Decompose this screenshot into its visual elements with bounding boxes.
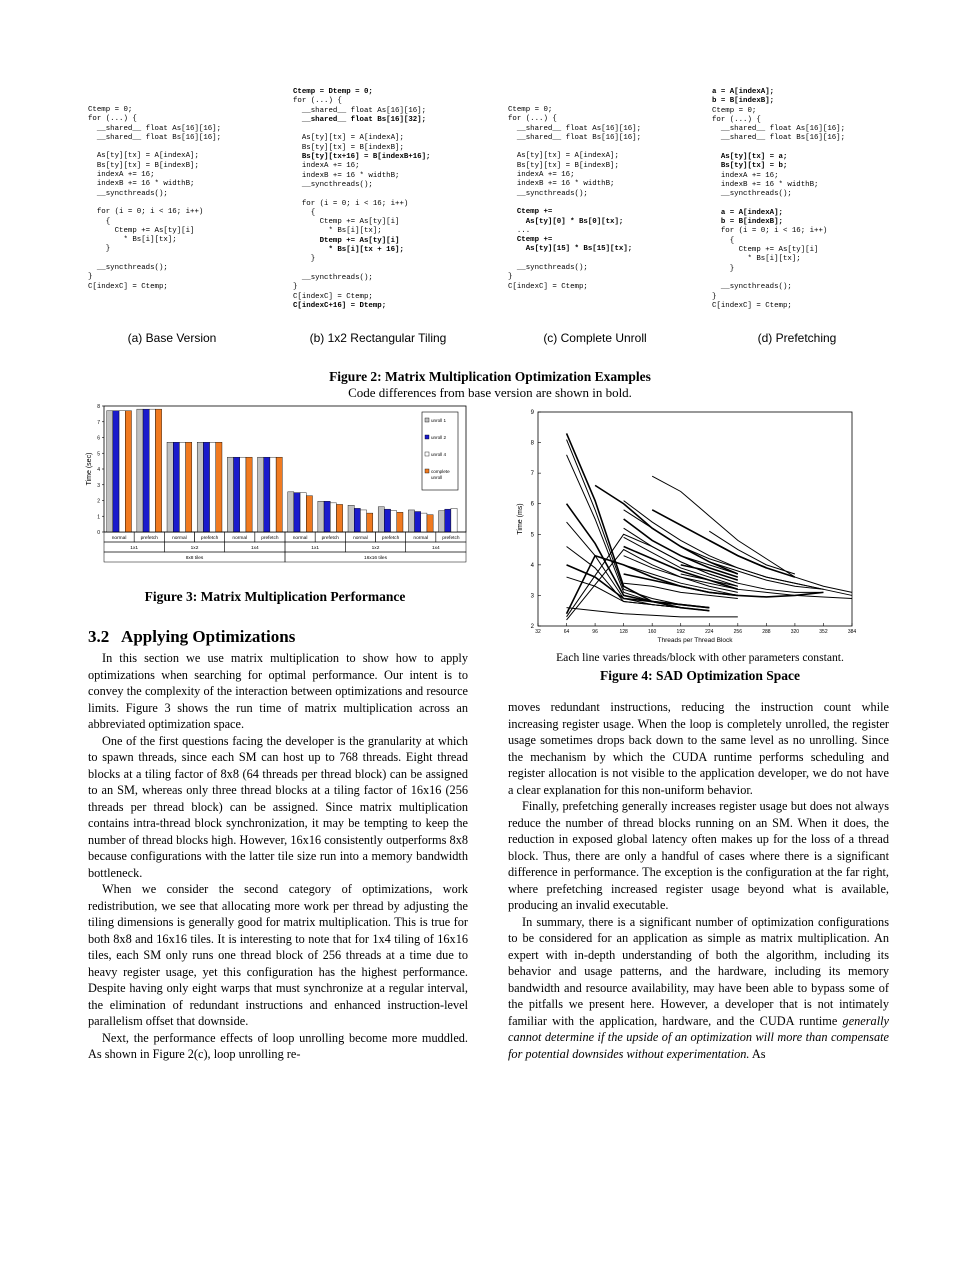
code-line: for (i = 0; i < 16; i++) <box>88 208 204 217</box>
y-tick-label: 5 <box>530 532 534 539</box>
y-tick-label: 7 <box>97 419 100 426</box>
code-line: indexB += 16 * widthB; <box>293 171 400 180</box>
x-tick-label: 352 <box>819 629 828 635</box>
code-line: Dtemp += As[ty][i] <box>293 236 400 245</box>
group-label: normal <box>232 536 248 541</box>
code-line: } <box>508 273 513 282</box>
code-line: C[indexC] = Ctemp; <box>293 292 373 301</box>
bar <box>439 511 445 532</box>
group-label: prefetch <box>261 536 279 541</box>
bar <box>179 442 185 532</box>
paragraph: One of the first questions facing the developer is the granularity at which to spawn threads, since each SM can host up to 768 threads. Eight thread blocks at a tiling factor of 8x8 (64 threads per thread block) can be assigned to an SM, whereas only three thread blocks at a tiling factor of 16x16 (256 threads per thread block) can be assigned. Since matrix multiplication contains intra-thread block synchronization, it may be tempting to keep the number of thread blocks high. However, 16x16 consistently outperforms 8x8 because configurations with the latter tile size run into a memory bandwidth bottleneck. <box>88 733 468 880</box>
y-tick-label: 9 <box>530 410 534 416</box>
tiling-label: 1x4 <box>250 546 259 551</box>
code-line: indexA += 16; <box>508 171 575 180</box>
code-line: __shared__ float Bs[16][16]; <box>88 133 222 142</box>
bar <box>384 509 390 532</box>
x-tick-label: 32 <box>535 629 541 635</box>
bar <box>137 409 143 532</box>
code-line: __shared__ float As[16][16]; <box>88 124 222 133</box>
y-tick-label: 7 <box>530 471 534 478</box>
legend-swatch <box>425 452 429 456</box>
bar <box>186 442 192 532</box>
legend-label: unroll 2 <box>431 435 447 440</box>
bar <box>107 411 113 532</box>
bar <box>210 442 216 532</box>
x-tick-label: 96 <box>592 629 598 635</box>
caption-base: (a) Base Version <box>127 331 217 345</box>
caption-unroll: (c) Complete Unroll <box>543 331 647 345</box>
code-line: } <box>712 292 717 301</box>
paragraph: moves redundant instructions, reducing the instruction count while increasing register usage. When the loop is completely unrolled, the register usage sometimes drops back down to the same level as no unrolling. Since the mechanism by which the CUDA runtime performs scheduling and register allocation is not visible to the application developer, we do not have a clear explanation for this non-uniform behavior. <box>508 700 889 797</box>
group-label: prefetch <box>200 536 219 541</box>
code-panel-unroll <box>508 106 641 292</box>
code-line: indexA += 16; <box>293 162 360 171</box>
series-line <box>567 440 710 608</box>
code-line: As[ty][tx] = a; <box>712 153 788 162</box>
legend-swatch <box>425 435 429 439</box>
code-line: As[ty][0] * Bs[0][tx]; <box>508 217 624 226</box>
code-line: for (i = 0; i < 16; i++) <box>712 227 828 236</box>
bar <box>421 513 427 532</box>
figure-3-caption <box>90 589 460 605</box>
tile-size-label: 16x16 tiles <box>364 556 387 561</box>
figure-4-caption <box>505 651 895 684</box>
bar <box>143 409 149 532</box>
figure-2-subtitle: Code differences from base version are shown in bold. <box>348 385 632 400</box>
tiling-label: 1x2 <box>190 546 199 551</box>
y-tick-label: 6 <box>97 435 100 442</box>
bar <box>354 508 360 532</box>
code-line: indexA += 16; <box>712 171 779 180</box>
paragraph-tail: As <box>749 1046 766 1061</box>
code-line: __syncthreads(); <box>293 180 373 189</box>
code-line: } <box>293 283 298 292</box>
y-tick-label: 8 <box>530 440 534 447</box>
code-line: __shared__ float Bs[16][16]; <box>712 134 846 143</box>
code-panel-base <box>88 106 221 292</box>
bar <box>294 493 300 532</box>
y-tick-label: 2 <box>530 624 534 630</box>
code-line: ... <box>508 226 531 235</box>
code-line: a = A[indexA]; <box>712 88 775 96</box>
y-tick-label: 2 <box>97 498 100 505</box>
code-line: Ctemp += <box>508 208 553 217</box>
code-panel-rect-tiling <box>293 88 431 311</box>
code-line: __shared__ float As[16][16]; <box>508 124 642 133</box>
tile-size-label: 8x8 tiles <box>185 556 204 561</box>
code-line: b = B[indexB]; <box>712 218 783 227</box>
bar <box>119 411 125 532</box>
group-label: prefetch <box>442 536 460 541</box>
code-line: b = B[indexB]; <box>712 97 775 106</box>
right-column <box>508 699 889 1062</box>
code-line: As[ty][15] * Bs[15][tx]; <box>508 245 633 254</box>
paragraph: Next, the performance effects of loop unrolling become more muddled. As shown in Figure 2(c), loop unrolling re- <box>88 1030 468 1061</box>
code-line: indexA += 16; <box>88 171 155 180</box>
figure-2-caption <box>90 369 890 401</box>
x-tick-label: 384 <box>847 629 857 635</box>
code-line: Ctemp += As[ty][i] <box>712 246 819 255</box>
series-line <box>567 608 738 617</box>
code-line: Bs[ty][tx] = b; <box>712 162 788 171</box>
code-line: As[ty][tx] = A[indexA]; <box>293 134 404 143</box>
y-axis-label: Time (ms) <box>517 503 524 535</box>
bar <box>306 496 312 532</box>
legend-label: complete <box>431 469 450 474</box>
code-line: Ctemp = Dtemp = 0; <box>293 88 373 96</box>
code-line: As[ty][tx] = A[indexA]; <box>508 152 619 161</box>
bar <box>155 409 161 532</box>
code-line: * Bs[i][tx]; <box>88 236 177 245</box>
y-tick-label: 4 <box>97 467 100 473</box>
paragraph: When we consider the second category of optimizations, work redistribution, we see that allocating more work per thread by adjusting the tiling dimensions is generally good for matrix multiplication. This is true for both 8x8 and 16x16 tiles. It is interesting to note that for 1x4 tiling of 16x16 tiles, each SM only runs one thread block of 256 threads at a time due to heavy register usage, yet this configuration has the highest performance. Despite having only eight warps that must synchronize at a regular interval, the elimination of redundant instructions and enhanced instruction-level parallelism offset that downside. <box>88 882 468 1028</box>
legend-swatch <box>425 469 429 473</box>
code-line: Bs[ty][tx+16] = B[indexB+16]; <box>293 153 431 162</box>
tiling-label: 1x1 <box>311 546 320 551</box>
code-line: for (i = 0; i < 16; i++) <box>293 199 409 208</box>
code-line: Ctemp += As[ty][i] <box>293 218 400 227</box>
code-line: { <box>712 236 735 245</box>
x-tick-label: 288 <box>762 629 771 635</box>
code-line: a = A[indexA]; <box>712 208 783 217</box>
code-line: } <box>712 264 735 273</box>
code-line: * Bs[i][tx]; <box>712 255 801 264</box>
bar <box>246 457 252 532</box>
paragraph: Finally, prefetching generally increases register usage but does not always reduce the number of thread blocks running on an SM. When it does, the reduction in exposed global latency often makes up for the loss of a thread block. Thus, there are only a handful of cases where there is a significant difference in performance. The exception is the configuration at the far right, where prefetching increased register usage beyond what is available, producing an invalid executable. <box>508 799 889 912</box>
y-tick-label: 1 <box>97 514 100 521</box>
bar <box>451 508 457 532</box>
bar <box>227 457 233 532</box>
paragraph: In this section we use matrix multiplication to show how to apply optimizations when searching for optimal performance. Our intent is to convey the complexity of the interaction between optimizations and resource limits. Figure 3 shows the run time of matrix multiplication across an abbreviated optimization space. <box>88 651 468 731</box>
emphasis-text: generally cannot determine if the upside of an optimization will more than compensate for potential downsides without experimentation. <box>508 1013 889 1061</box>
paragraph-text: In summary, there is a significant number of optimization configurations to be considered for an application as simple as matrix multiplication. An expert with in-depth understanding of both the algorithm, including its behavior and usage patterns, and the hardware, including its memory bandwidth and resource availability, may have been able to bypass some of the pitfalls we present here. However, a developer that is not intimately familiar with the application, hardware, and the CUDA runtime <box>508 914 889 1028</box>
bar <box>445 509 451 532</box>
code-line: __syncthreads(); <box>712 283 792 292</box>
code-line: As[ty][tx] = A[indexA]; <box>88 152 199 161</box>
matrix-multiplication-performance-chart <box>82 400 472 576</box>
code-line: Ctemp += As[ty][i] <box>88 226 195 235</box>
x-tick-label: 256 <box>733 629 742 635</box>
bar <box>378 507 384 532</box>
code-line: __shared__ float Bs[16][16]; <box>508 133 642 142</box>
caption-prefetch: (d) Prefetching <box>757 331 837 345</box>
bar <box>318 501 324 532</box>
code-line: } <box>293 255 316 264</box>
series-line <box>652 476 852 592</box>
bar <box>330 503 336 532</box>
sad-optimization-space-chart <box>510 404 870 650</box>
bar <box>415 512 421 532</box>
caption-rect-tiling: (b) 1x2 Rectangular Tiling <box>309 331 447 345</box>
group-label: prefetch <box>321 536 339 541</box>
code-line: Ctemp = 0; <box>712 106 757 115</box>
code-line: __syncthreads(); <box>508 264 588 273</box>
tiling-label: 1x1 <box>130 546 139 551</box>
code-line: indexB += 16 * widthB; <box>508 180 615 189</box>
legend-label: unroll <box>431 475 443 480</box>
x-tick-label: 160 <box>648 629 657 635</box>
code-line: { <box>88 217 111 226</box>
bar <box>258 457 264 532</box>
x-tick-label: 224 <box>705 629 714 635</box>
group-label: prefetch <box>140 536 158 541</box>
series-line <box>681 547 824 590</box>
bar <box>360 510 366 532</box>
y-tick-label: 5 <box>97 451 100 458</box>
bar <box>113 411 119 532</box>
group-label: normal <box>172 536 187 541</box>
bar <box>234 457 240 532</box>
bar <box>173 442 179 532</box>
code-line: __syncthreads(); <box>88 189 168 198</box>
code-line: C[indexC] = Ctemp; <box>88 282 168 291</box>
bar <box>167 442 173 532</box>
bar <box>367 513 373 532</box>
code-line: indexB += 16 * widthB; <box>712 180 819 189</box>
code-line: Bs[ty][tx] = B[indexB]; <box>293 143 404 152</box>
bar <box>125 411 131 532</box>
legend-label: unroll 4 <box>431 452 447 457</box>
code-line: * Bs[i][tx]; <box>293 227 382 236</box>
tiling-label: 1x4 <box>431 546 440 551</box>
code-line: } <box>88 273 93 282</box>
y-axis-label: Time (sec) <box>86 452 93 486</box>
bar <box>270 457 276 532</box>
bar <box>336 504 342 532</box>
series-line <box>624 565 738 596</box>
bar <box>264 457 270 532</box>
bar <box>427 515 433 532</box>
code-line: indexB += 16 * widthB; <box>88 180 195 189</box>
group-label: normal <box>353 536 368 541</box>
code-line: Bs[ty][tx] = B[indexB]; <box>88 161 199 170</box>
section-heading: 3.2 Applying Optimizations <box>88 627 296 646</box>
group-label: normal <box>413 536 429 541</box>
figure-3-title: Figure 3: Matrix Multiplication Performance <box>144 589 406 604</box>
y-tick-label: 3 <box>97 482 100 489</box>
figure-2-title: Figure 2: Matrix Multiplication Optimization Examples <box>329 369 651 384</box>
figure-4-title: Figure 4: SAD Optimization Space <box>600 668 800 683</box>
code-line: for (...) { <box>293 97 342 106</box>
code-line: for (...) { <box>508 115 557 124</box>
legend-swatch <box>425 418 429 422</box>
code-line: __shared__ float Bs[16][32]; <box>293 115 427 124</box>
code-line: __syncthreads(); <box>508 189 588 198</box>
y-tick-label: 3 <box>530 593 534 600</box>
bar <box>324 501 330 532</box>
bar <box>300 493 306 532</box>
code-line: for (...) { <box>88 115 137 124</box>
code-panel-prefetch <box>712 88 845 311</box>
bar <box>216 442 222 532</box>
paragraph <box>508 914 889 1063</box>
left-column <box>88 650 468 1063</box>
code-line: { <box>293 208 316 217</box>
y-tick-label: 6 <box>530 501 534 508</box>
bar <box>408 510 414 532</box>
code-line: Ctemp = 0; <box>88 106 133 114</box>
code-line: for (...) { <box>712 115 761 124</box>
x-tick-label: 320 <box>790 629 800 635</box>
code-line: C[indexC] = Ctemp; <box>508 282 588 291</box>
x-axis-label: Threads per Thread Block <box>657 637 733 644</box>
y-tick-label: 8 <box>97 404 100 410</box>
x-tick-label: 128 <box>619 629 628 635</box>
code-line: __syncthreads(); <box>712 190 792 199</box>
code-line: } <box>88 245 111 254</box>
bar <box>397 512 403 532</box>
code-line: C[indexC+16] = Dtemp; <box>293 301 387 310</box>
bar <box>348 505 354 532</box>
legend-label: unroll 1 <box>431 418 447 423</box>
x-tick-label: 192 <box>676 629 685 635</box>
bar <box>391 511 397 532</box>
code-line: Ctemp += <box>508 236 553 245</box>
group-label: normal <box>111 536 127 541</box>
figure-4-note: Each line varies threads/block with other parameters constant. <box>556 651 844 664</box>
bar <box>288 492 294 532</box>
group-label: prefetch <box>381 536 400 541</box>
bar <box>276 457 282 532</box>
tiling-label: 1x2 <box>371 546 380 551</box>
code-line: * Bs[i][tx + 16]; <box>293 246 404 255</box>
code-line: Bs[ty][tx] = B[indexB]; <box>508 161 619 170</box>
bar <box>240 457 246 532</box>
code-line: Ctemp = 0; <box>508 106 553 114</box>
code-line: __shared__ float As[16][16]; <box>712 125 846 134</box>
code-line: __syncthreads(); <box>293 273 373 282</box>
code-line: C[indexC] = Ctemp; <box>712 301 792 310</box>
code-line: __syncthreads(); <box>88 264 168 273</box>
bar <box>197 442 203 532</box>
y-tick-label: 4 <box>530 562 534 569</box>
bar <box>149 409 155 532</box>
bar <box>203 442 209 532</box>
y-tick-label: 0 <box>97 530 100 536</box>
x-tick-label: 64 <box>563 629 570 635</box>
group-label: normal <box>292 536 308 541</box>
code-line: __shared__ float As[16][16]; <box>293 106 427 115</box>
